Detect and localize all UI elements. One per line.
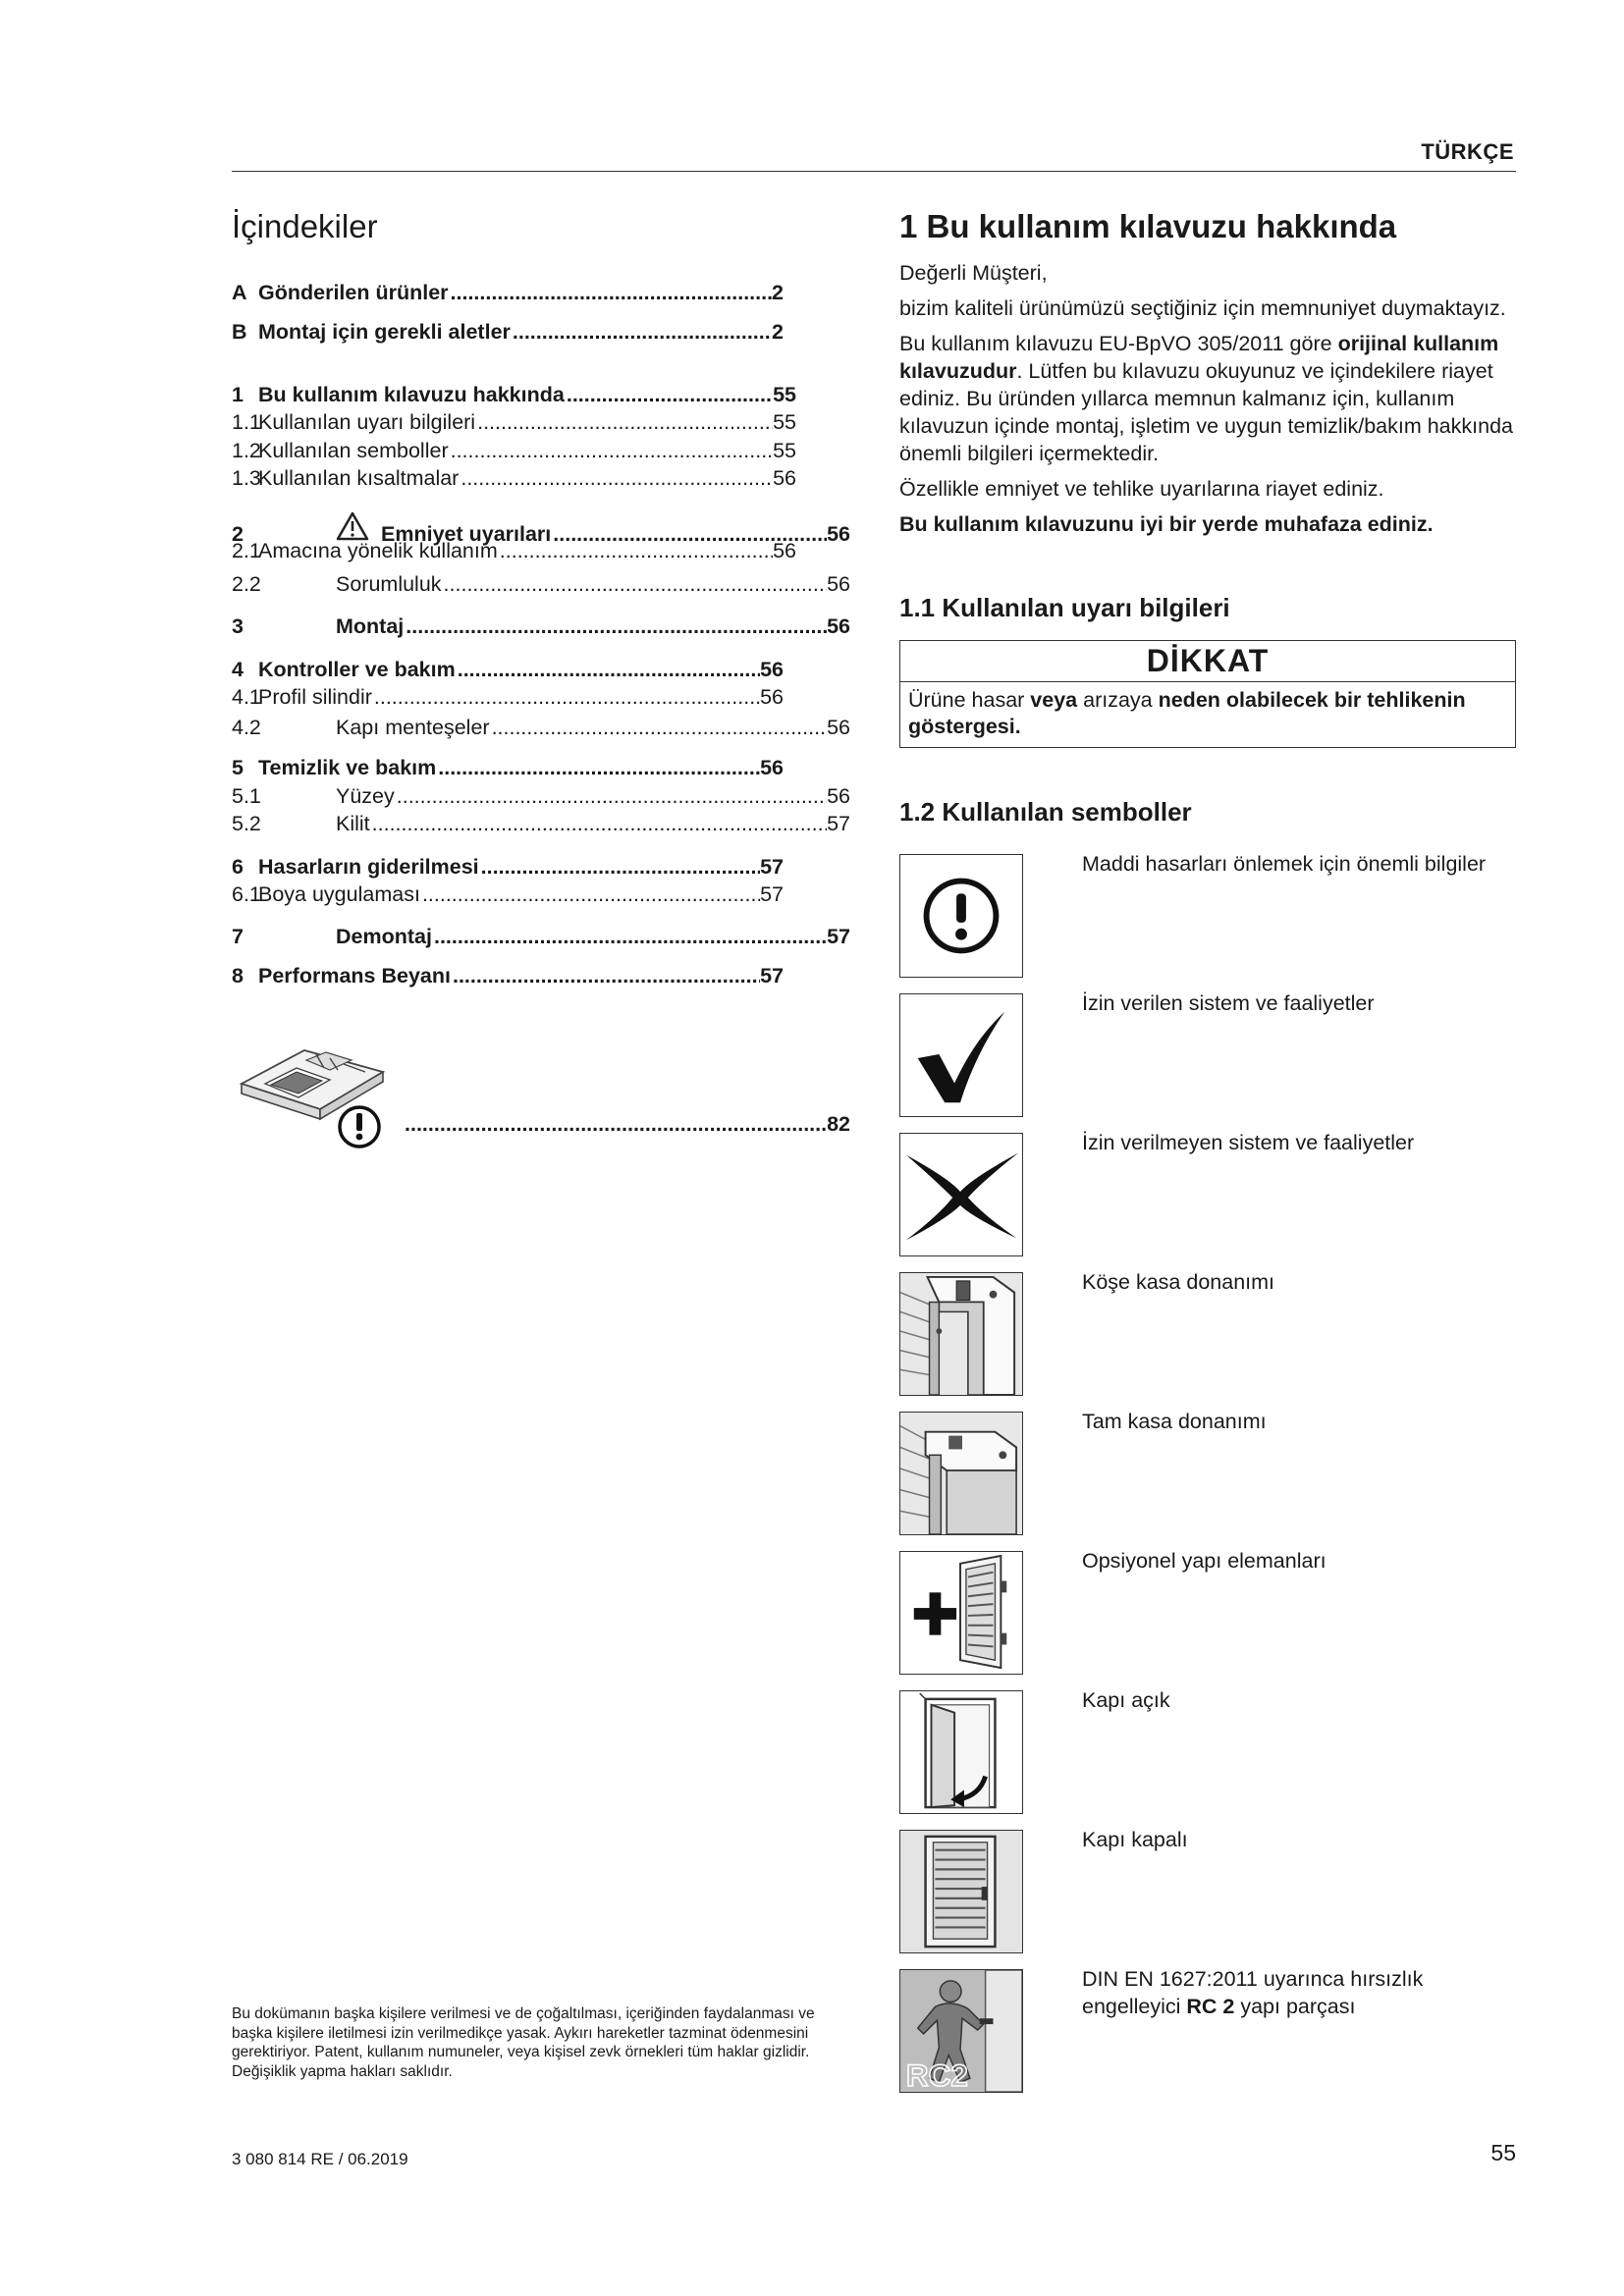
door-open-icon: [899, 1690, 1023, 1814]
toc-entry[interactable]: 2 Emniyet uyarıları ..... 56: [232, 511, 850, 539]
section-1-title: 1 Bu kullanım kılavuzu hakkında: [899, 208, 1397, 244]
toc-entry[interactable]: 7 Demontaj ..... 57: [232, 925, 850, 952]
toc-entry[interactable]: 2.1 Amacına yönelik kullanım ..... 56: [232, 539, 796, 566]
important-icon: [899, 854, 1023, 978]
warning-triangle-icon: [336, 511, 369, 541]
symbol-description: DIN EN 1627:2011 uyarınca hırsızlık engelleyici RC 2 yapı parçası: [1082, 1967, 1424, 2018]
toc-entry[interactable]: 1.1 Kullanılan uyarı bilgileri ..... 55: [232, 410, 796, 438]
toc-entry[interactable]: A Gönderilen ürünler ..... 2: [232, 281, 784, 308]
rc2-burglar-icon: [899, 1969, 1023, 2093]
full-frame-icon: [899, 1412, 1023, 1535]
symbol-description: Opsiyonel yapı elemanları: [1082, 1549, 1326, 1573]
corner-frame-icon: [899, 1272, 1023, 1396]
door-illustration-icon: [236, 1041, 403, 1148]
toc-entry[interactable]: 2.2 Sorumluluk ..... 56: [232, 572, 850, 600]
toc-entry[interactable]: 4.2 Kapı menteşeler ..... 56: [232, 716, 850, 743]
intro-paragraph: Bu kullanım kılavuzunu iyi bir yerde muhafaza ediniz.: [899, 512, 1434, 536]
svg-text:RC2: RC2: [905, 2057, 968, 2092]
toc-entry[interactable]: 1.2 Kullanılan semboller ..... 55: [232, 439, 796, 466]
toc-entry[interactable]: 5.1 Yüzey ..... 56: [232, 784, 850, 812]
symbol-description: İzin verilmeyen sistem ve faaliyetler: [1082, 1131, 1415, 1154]
section-1-2-title: 1.2 Kullanılan semboller: [899, 797, 1192, 827]
symbol-description: İzin verilen sistem ve faaliyetler: [1082, 991, 1375, 1015]
document-number: 3 080 814 RE / 06.2019: [232, 2150, 408, 2168]
greeting: Değerli Müşteri,: [899, 261, 1048, 285]
section-1-body: [899, 259, 1518, 546]
symbol-description: Tam kasa donanımı: [1082, 1410, 1267, 1433]
toc-entry[interactable]: 1.3 Kullanılan kısaltmalar ..... 56: [232, 466, 796, 494]
toc-entry[interactable]: 5 Temizlik ve bakım ..... 56: [232, 756, 784, 783]
toc-entry[interactable]: 4.1 Profil silindir ..... 56: [232, 685, 784, 713]
symbol-description: Köşe kasa donanımı: [1082, 1270, 1275, 1294]
symbol-description: Maddi hasarları önlemek için önemli bilgiler: [1082, 852, 1487, 876]
copyright-notice: Bu dokümanın başka kişilere verilmesi ve de çoğaltılması, içeriğinden faydalanması ve başka kişilere iletilmesi izin verilmedikçe yasak. Aykırı hareketler tazminat ödenmesini gerektiriyor. Patent, kullanım numuneler, veya kişisel zevk örnekleri tüm haklar gizlidir. Değişiklik yapma hakları saklıdır.: [232, 2005, 815, 2080]
toc-entry[interactable]: 3 Montaj ..... 56: [232, 614, 850, 642]
symbol-description: Kapı açık: [1082, 1688, 1170, 1712]
cross-icon: [899, 1133, 1023, 1256]
intro-paragraph: Bu kullanım kılavuzu EU-BpVO 305/2011 göre orijinal kullanım kılavuzudur. Lütfen bu kılavuzu okuyunuz ve içindekilere riayet ediniz. Bu üründen yıllarca memnun kalmanız için, kullanım kılavuzun içinde montaj, işletim ve uygun temizlik/bakım hakkında önemli bilgileri içermektedir.: [899, 332, 1513, 465]
toc-entry[interactable]: B Montaj için gerekli aletler ..... 2: [232, 320, 784, 347]
intro-paragraph: bizim kaliteli ürünümüzü seçtiğiniz için memnuniyet duymaktayız.: [899, 296, 1506, 320]
section-1-1-title: 1.1 Kullanılan uyarı bilgileri: [899, 593, 1230, 622]
toc-entry[interactable]: 1 Bu kullanım kılavuzu hakkında ..... 55: [232, 383, 796, 410]
toc-entry[interactable]: 4 Kontroller ve bakım ..... 56: [232, 658, 784, 685]
toc-entry-documentation[interactable]: ..... 82: [405, 1112, 850, 1137]
toc-entry[interactable]: 6.1 Boya uygulaması ..... 57: [232, 882, 784, 910]
caution-text: Ürüne hasar veya arızaya neden olabilecek bir tehlikenin göstergesi.: [908, 688, 1466, 738]
checkmark-icon: [899, 993, 1023, 1117]
intro-paragraph: Özellikle emniyet ve tehlike uyarılarına riayet ediniz.: [899, 477, 1384, 501]
caution-heading: DİKKAT: [900, 641, 1515, 682]
door-closed-icon: [899, 1830, 1023, 1953]
header-rule: [232, 171, 1516, 172]
toc-entry[interactable]: 8 Performans Beyanı ..... 57: [232, 964, 784, 991]
caution-notice-box: [899, 640, 1516, 748]
toc-entry[interactable]: 5.2 Kilit ..... 57: [232, 812, 850, 839]
toc-title: İçindekiler: [232, 208, 378, 244]
symbol-description: Kapı kapalı: [1082, 1828, 1188, 1851]
optional-parts-icon: [899, 1551, 1023, 1675]
page-number: 55: [1490, 2140, 1516, 2165]
language-label: TÜRKÇE: [1421, 139, 1514, 164]
toc-entry[interactable]: 6 Hasarların giderilmesi ..... 57: [232, 855, 784, 882]
